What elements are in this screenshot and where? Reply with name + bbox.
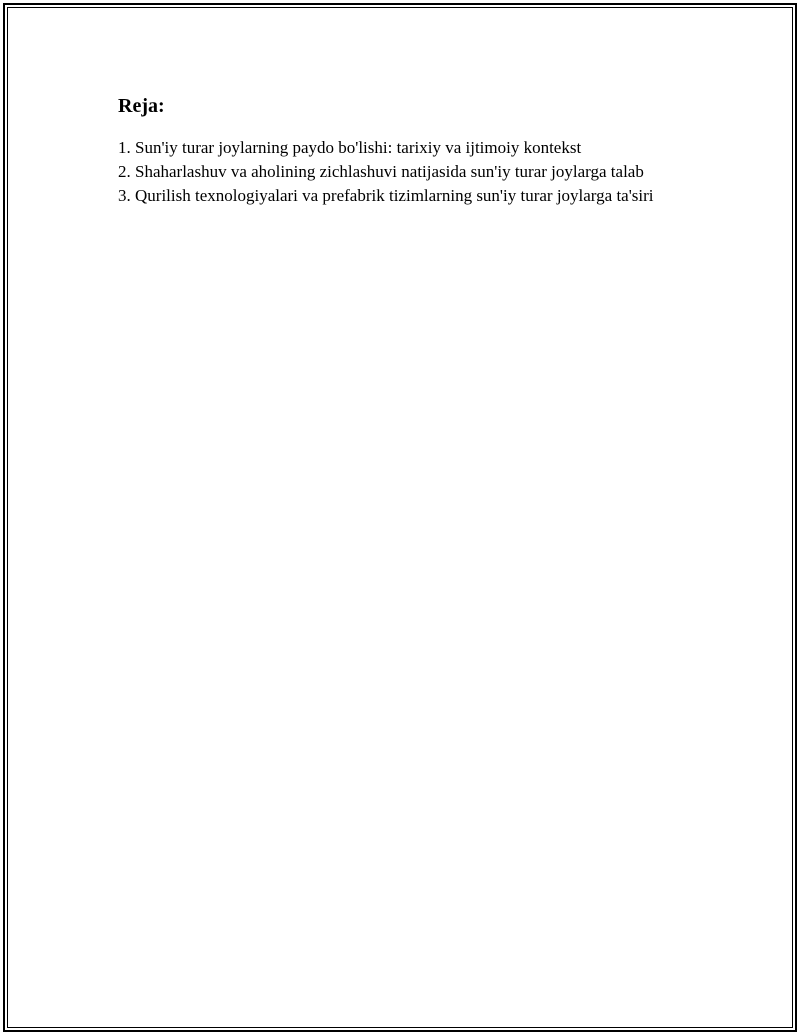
- document-body: [118, 92, 678, 208]
- plan-item-3: 3. Qurilish texnologiyalari va prefabrik tizimlarning sun'iy turar joylarga ta'siri: [118, 186, 654, 205]
- plan-item-1: 1. Sun'iy turar joylarning paydo bo'lishi: tarixiy va ijtimoiy kontekst: [118, 138, 582, 157]
- plan-heading: Reja:: [118, 95, 165, 117]
- plan-item-2: 2. Shaharlashuv va aholining zichlashuvi natijasida sun'iy turar joylarga talab: [118, 162, 644, 181]
- plan-list: [118, 136, 658, 208]
